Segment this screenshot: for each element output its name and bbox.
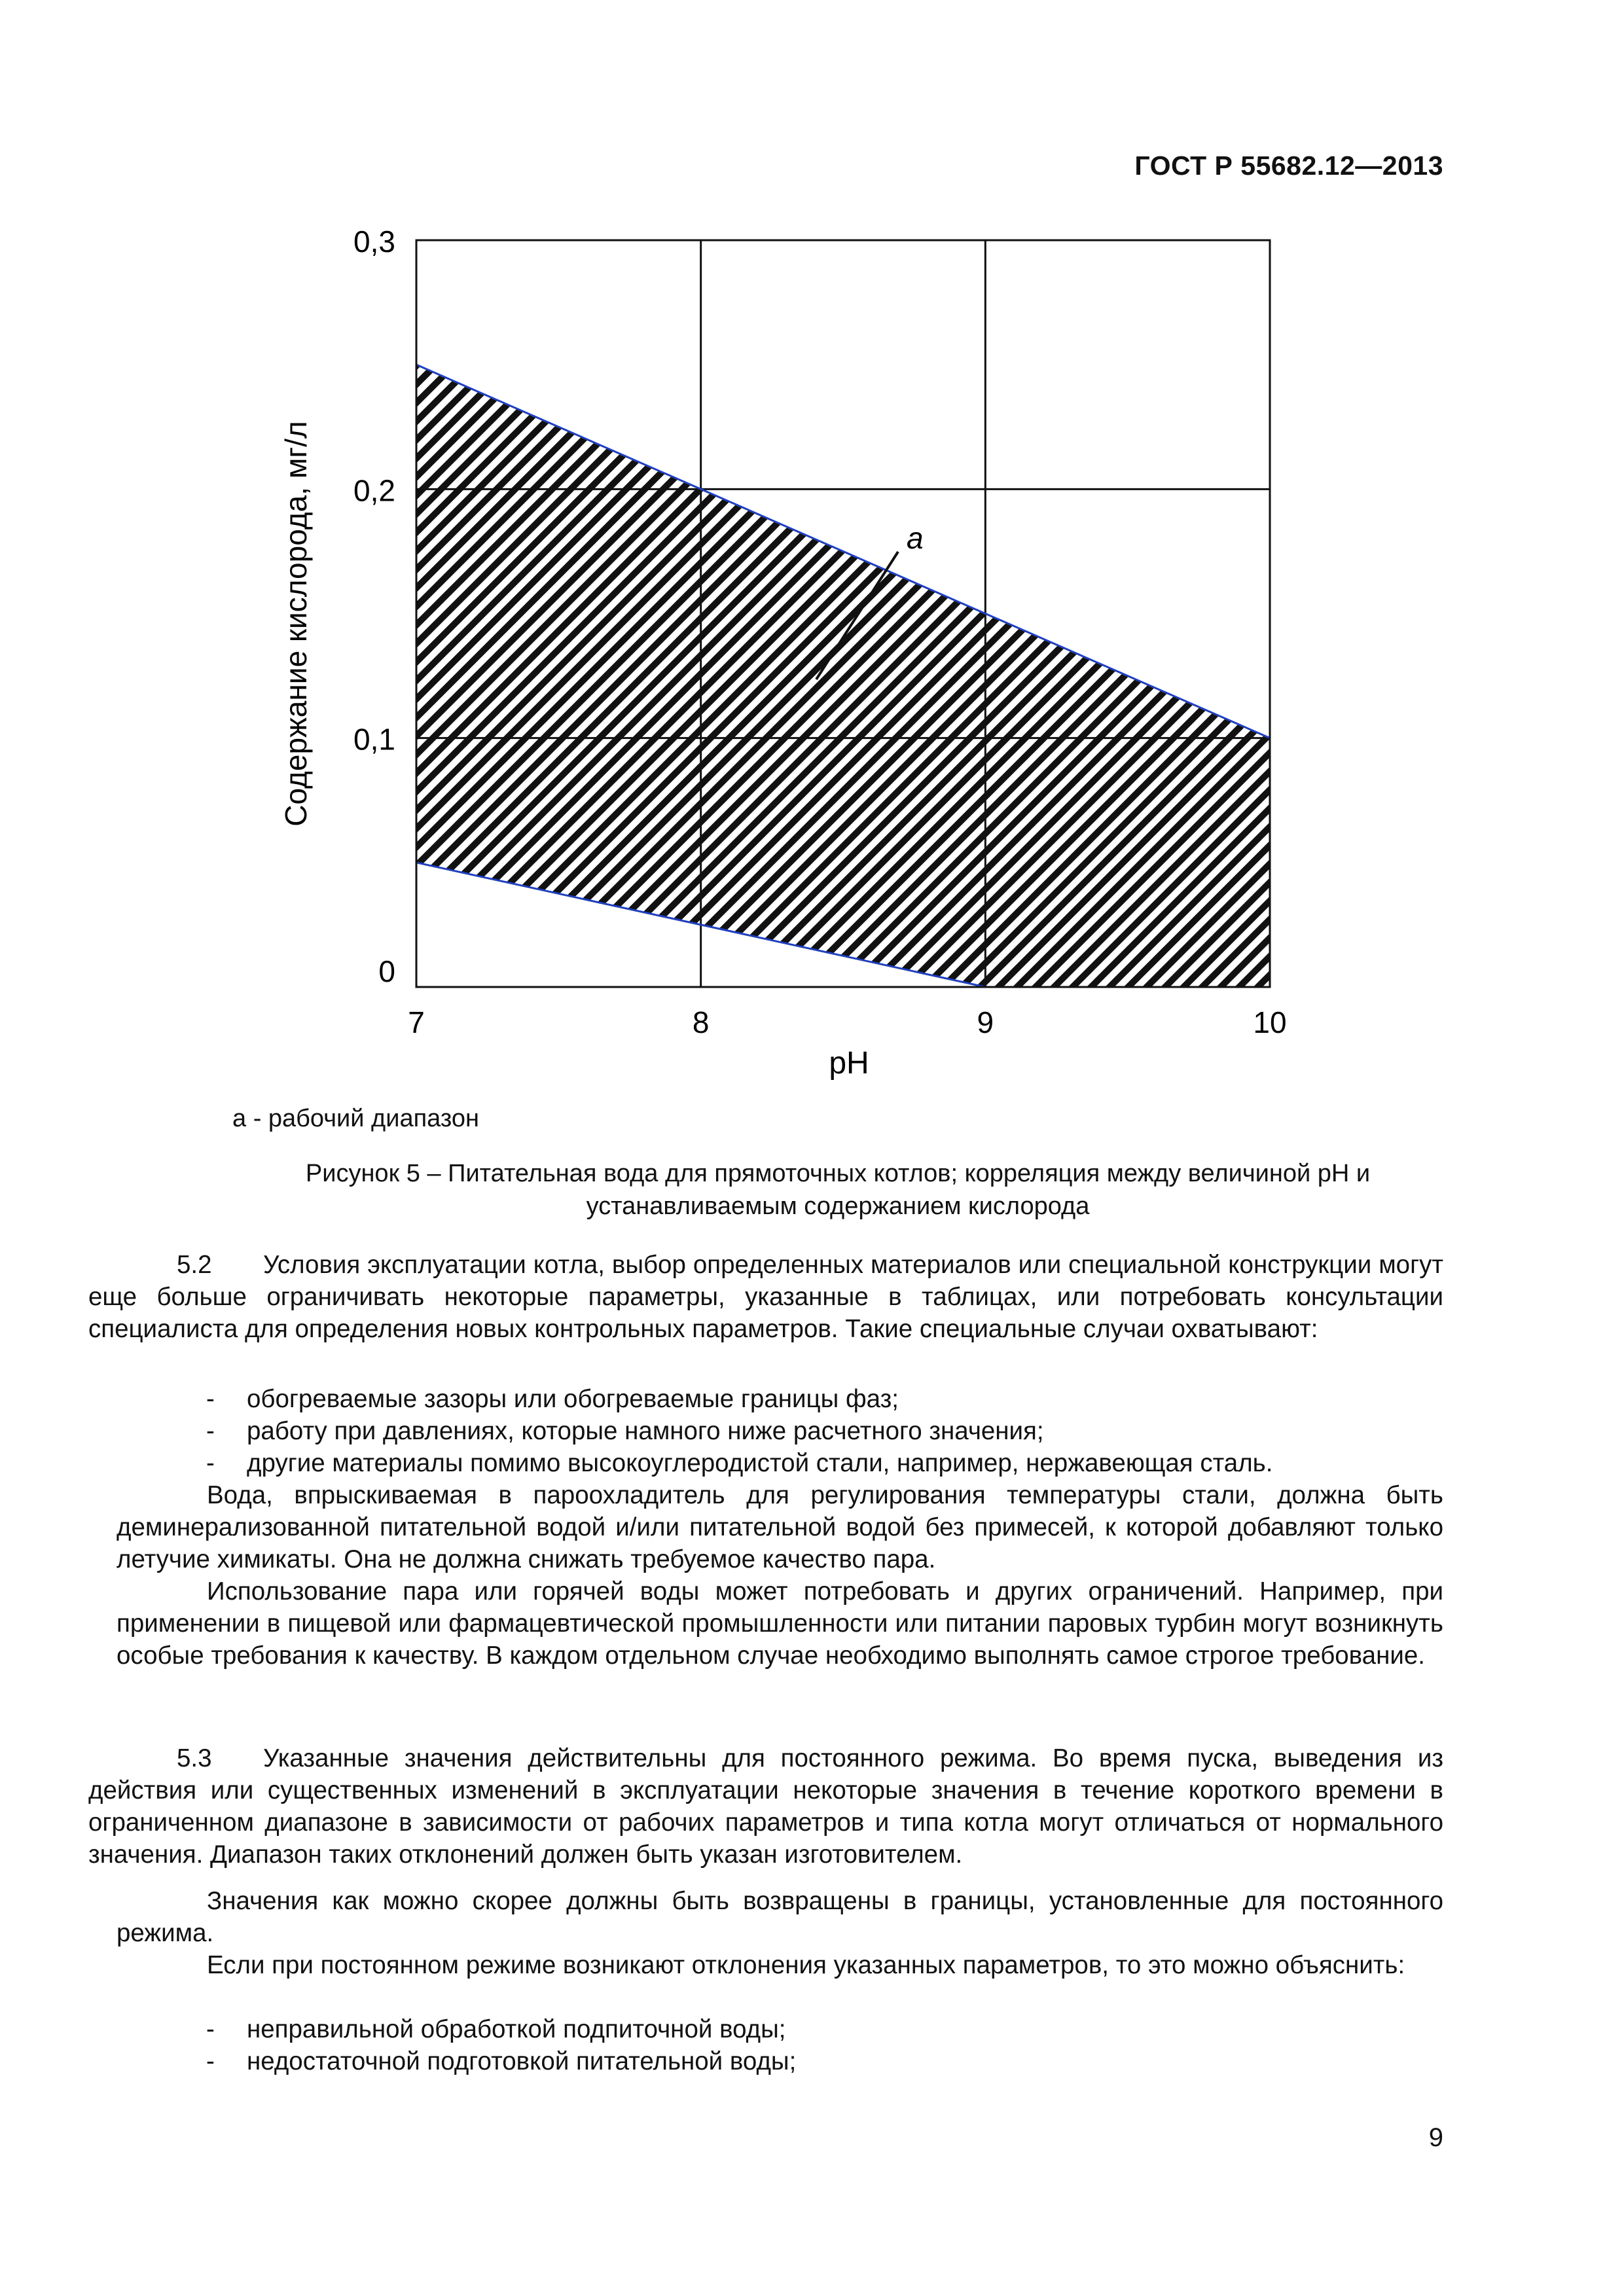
figure-caption-line-2: устанавливаемым содержанием кислорода <box>586 1193 1090 1220</box>
y-tick-label: 0,3 <box>353 224 395 259</box>
x-tick-label: 7 <box>408 1005 425 1039</box>
list-item-text: другие материалы помимо высокоуглеродистой стали, например, нержавеющая сталь. <box>247 1449 1273 1477</box>
section-5-3-paragraph <box>88 1742 1443 1871</box>
document-header: ГОСТ Р 55682.12—2013 <box>1134 151 1443 181</box>
x-tick-label: 10 <box>1253 1005 1287 1039</box>
list-item: - обогреваемые зазоры или обогреваемые границы фаз; <box>206 1385 899 1413</box>
list-item: - работу при давлениях, которые намного ниже расчетного значения; <box>206 1417 1044 1445</box>
section-text: Указанные значения действительны для постоянного режима. Во время пуска, выведения из действия или существенных изменений в эксплуатации некоторые значения в течение короткого времени в ограниченном диапазоне в зависимости от рабочих параметров и типа котла могут отличаться от нормального значения. Диапазон таких отклонений должен быть указан изготовителем. <box>88 1744 1443 1869</box>
working-range-band <box>416 365 1270 987</box>
figure-caption-line-1: Рисунок 5 – Питательная вода для прямоточных котлов; корреляция между величиной pH и <box>305 1160 1371 1187</box>
list-item-text: неправильной обработкой подпиточной воды; <box>247 2015 786 2043</box>
page-number: 9 <box>1428 2123 1443 2152</box>
list-item-text: недостаточной подготовкой питательной воды; <box>247 2047 797 2075</box>
annotation-label: а <box>907 521 924 555</box>
x-tick-label: 9 <box>977 1005 994 1039</box>
y-axis-label: Содержание кислорода, мг/л <box>279 421 313 827</box>
figure-caption <box>196 1157 1479 1223</box>
oxygen-ph-chart <box>0 0 1624 1100</box>
figure-note: а - рабочий диапазон <box>232 1105 479 1132</box>
paragraph: Значения как можно скорее должны быть возвращены в границы, установленные для постоянного режима. <box>117 1887 1443 1947</box>
paragraph: Использование пара или горячей воды может потребовать и других ограничений. Например, при применении в пищевой или фармацевтической промышленности или питании паровых турбин могут возникнуть особые требования к качеству. В каждом отдельном случае необходимо выполнять самое строгое требование. <box>117 1577 1443 1670</box>
y-tick-label: 0 <box>378 954 395 988</box>
section-number: 5.3 <box>177 1744 212 1772</box>
x-tick-label: 8 <box>692 1005 710 1039</box>
y-tick-label: 0,2 <box>353 473 395 508</box>
list-item: - недостаточной подготовкой питательной воды; <box>206 2047 797 2075</box>
list-item-text: работу при давлениях, которые намного ниже расчетного значения; <box>247 1417 1044 1445</box>
list-item: - неправильной обработкой подпиточной воды; <box>206 2015 786 2043</box>
x-axis-label: pH <box>829 1046 869 1081</box>
list-item: - другие материалы помимо высокоуглеродистой стали, например, нержавеющая сталь. <box>206 1449 1273 1477</box>
paragraph: Если при постоянном режиме возникают отклонения указанных параметров, то это можно объяснить: <box>207 1951 1405 1979</box>
paragraph: Вода, впрыскиваемая в пароохладитель для регулирования температуры стали, должна быть деминерализованной питательной водой и/или питательной водой без примесей, к которой добавляют только летучие химикаты. Она не должна снижать требуемое качество пара. <box>117 1481 1443 1573</box>
list-item-text: обогреваемые зазоры или обогреваемые границы фаз; <box>247 1385 899 1413</box>
section-text: Условия эксплуатации котла, выбор определенных материалов или специальной конструкции могут еще больше ограничивать некоторые параметры, указанные в таблицах, или потребовать консультации специалиста для определения новых контрольных параметров. Такие специальные случаи охватывают: <box>88 1251 1443 1343</box>
section-5-2-paragraph <box>88 1249 1443 1345</box>
y-tick-label: 0,1 <box>353 722 395 757</box>
section-number: 5.2 <box>177 1251 212 1279</box>
